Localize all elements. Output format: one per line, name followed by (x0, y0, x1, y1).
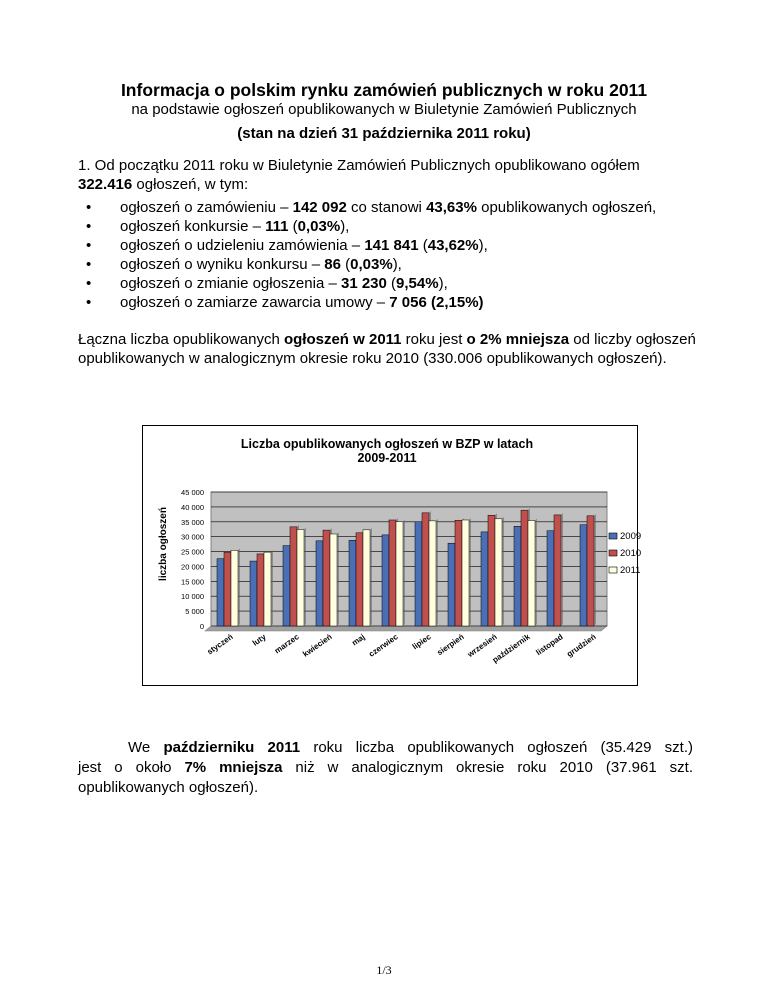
count-value: 86 (324, 256, 341, 273)
text-run: We (128, 739, 164, 756)
text-run: ogłoszeń o zmianie ogłoszenia – (120, 275, 341, 292)
text-run: ogłoszeń o wyniku konkursu – (120, 256, 325, 273)
y-tick-label: 5 000 (185, 607, 204, 617)
text-run: ), (438, 275, 448, 292)
x-tick-label: luty (250, 632, 268, 648)
bar-2011-styczeń (231, 550, 238, 626)
bar-2010-marzec (290, 527, 297, 626)
text-run: ogłoszeń, w tym: (132, 176, 249, 193)
bar-side (535, 519, 537, 626)
text-run: ( (340, 256, 351, 273)
bar-side (436, 519, 438, 626)
text-run: 1. Od początku 2011 roku w Biuletynie Zamówień Publicznych opublikowano ogółem (78, 157, 640, 174)
text-run: Łączna liczba opublikowanych (78, 331, 284, 348)
text-run: niż w analogicznym okresie roku 2010 (37.961 szt. (282, 759, 693, 776)
highlight: ogłoszeń w 2011 (283, 331, 402, 348)
bar-side (561, 513, 563, 626)
percent-value: 9,54% (396, 275, 439, 292)
legend-label: 2009 (620, 531, 642, 542)
text-run: ), (478, 237, 488, 254)
list-item (86, 255, 686, 274)
document-title: Informacja o polskim rynku zamówień publicznych w roku 2011 (120, 80, 648, 100)
bar-2009-kwiecień (316, 541, 323, 626)
highlight: o 2% mniejsza (466, 331, 570, 348)
bar-2009-luty (250, 561, 257, 626)
y-tick-label: 40 000 (181, 502, 204, 512)
legend-swatch-2009 (609, 533, 617, 539)
bar-2011-marzec (297, 530, 304, 626)
text-run: roku jest (401, 331, 467, 348)
bar-2009-czerwiec (382, 535, 389, 626)
text-run: ogłoszeń o zamówieniu – (120, 199, 293, 216)
percent-value: 0,03% (297, 218, 341, 235)
text-line (78, 778, 693, 798)
x-tick-label: marzec (272, 632, 301, 656)
x-tick-label: styczeń (205, 632, 235, 657)
y-tick-label: 35 000 (181, 517, 204, 527)
count-value: 7 056 (2,15%) (389, 294, 484, 311)
bar-2010-maj (356, 533, 363, 626)
bar-2009-grudzień (580, 525, 587, 626)
x-tick-label: grudzień (565, 632, 598, 659)
text-run: ogłoszeń o zamiarze zawarcia umowy – (120, 294, 390, 311)
page-number: 1/3 (376, 963, 392, 977)
y-tick-label: 20 000 (181, 562, 204, 572)
bar-chart (143, 426, 642, 685)
bar-2010-wrzesień (488, 515, 495, 626)
bar-side (271, 550, 273, 626)
x-tick-label: październik (490, 632, 532, 665)
text-run: co stanowi (346, 199, 427, 216)
list-item (86, 274, 686, 293)
bar-2011-październik (528, 521, 535, 626)
text-run: ( (288, 218, 298, 235)
x-tick-label: sierpień (435, 632, 466, 658)
bar-2010-październik (521, 510, 528, 626)
bar-2010-listopad (554, 515, 561, 626)
legend-swatch-2010 (609, 550, 617, 556)
count-value: 142 092 (292, 199, 347, 216)
legend-label: 2011 (620, 565, 641, 576)
bar-2010-sierpień (455, 520, 462, 626)
bar-side (337, 532, 339, 626)
x-tick-label: lipiec (410, 632, 433, 652)
bar-2009-listopad (547, 531, 554, 626)
bar-2010-luty (257, 554, 264, 626)
count-value: 31 230 (340, 275, 387, 292)
bar-2011-maj (363, 530, 370, 626)
text-run: ), (392, 256, 402, 273)
bar-2010-czerwiec (389, 520, 396, 626)
bar-2010-lipiec (422, 513, 429, 626)
total-count: 322.416 (78, 176, 133, 193)
text-run: jest o około (78, 759, 185, 776)
percent-value: 43,62% (427, 237, 479, 254)
legend-swatch-2011 (609, 567, 617, 573)
bar-2011-luty (264, 552, 271, 626)
bar-side (594, 514, 596, 626)
bar-side (469, 518, 471, 626)
text-run: roku liczba opublikowanych ogłoszeń (35.429 szt.) (300, 739, 693, 756)
status-date: (stan na dzień 31 października 2011 roku) (237, 125, 531, 142)
y-tick-label: 30 000 (181, 532, 204, 542)
bar-side (304, 528, 306, 626)
x-tick-label: maj (350, 632, 367, 648)
text-run: opublikowanych ogłoszeń, (476, 199, 657, 216)
document-subtitle: na podstawie ogłoszeń opublikowanych w Biuletynie Zamówień Publicznych (131, 101, 637, 118)
y-tick-label: 25 000 (181, 547, 204, 557)
text-run: ( (386, 275, 397, 292)
bar-2011-wrzesień (495, 519, 502, 626)
bar-side (238, 548, 240, 626)
list-item (86, 217, 686, 236)
text-run: od liczby ogłoszeń opublikowanych w analogicznym okresie roku 2010 (330.006 opublikowanych ogłoszeń). (78, 331, 696, 367)
y-tick-label: 10 000 (181, 592, 204, 602)
bar-side (370, 528, 372, 626)
plot-floor (205, 626, 607, 631)
bar-2011-lipiec (429, 521, 436, 626)
bar-2009-styczeń (217, 559, 224, 626)
percent-value: 0,03% (350, 256, 393, 273)
text-line (78, 738, 693, 758)
comparison-paragraph (78, 330, 703, 368)
percent-value: 43,63% (426, 199, 477, 216)
x-tick-label: kwiecień (301, 632, 334, 659)
chart-frame (142, 425, 642, 686)
october-paragraph (78, 738, 693, 798)
y-axis-label: liczba ogłoszeń (158, 507, 169, 581)
x-tick-label: listopad (534, 632, 565, 658)
list-item (86, 236, 686, 255)
count-value: 141 841 (364, 237, 419, 254)
bar-2010-styczeń (224, 552, 231, 626)
bar-2009-maj (349, 540, 356, 626)
text-run: ogłoszeń o udzieleniu zamówienia – (120, 237, 365, 254)
bar-2009-lipiec (415, 522, 422, 626)
x-tick-label: czerwiec (367, 632, 400, 659)
bar-side (403, 520, 405, 626)
x-tick-label: wrzesień (465, 632, 499, 660)
bar-2011-czerwiec (396, 522, 403, 626)
chart-title-line1: Liczba opublikowanych ogłoszeń w BZP w latach (240, 437, 534, 451)
highlight: październiku 2011 (163, 739, 301, 756)
bar-2009-marzec (283, 546, 290, 626)
chart-title-line2: 2009-2011 (357, 451, 417, 465)
bar-2011-kwiecień (330, 534, 337, 626)
text-run: ), (340, 218, 350, 235)
y-tick-label: 15 000 (181, 577, 204, 587)
legend-label: 2010 (620, 548, 642, 559)
count-value: 111 (265, 218, 289, 235)
summary-paragraph (78, 156, 698, 194)
bar-2010-kwiecień (323, 530, 330, 626)
text-line (78, 758, 693, 778)
text-run: ( (418, 237, 428, 254)
y-tick-label: 45 000 (181, 488, 204, 497)
text-run: opublikowanych ogłoszeń). (78, 779, 259, 796)
bar-2009-październik (514, 526, 521, 626)
bar-2009-wrzesień (481, 532, 488, 626)
list-item (86, 293, 686, 312)
y-tick-label: 0 (199, 622, 204, 631)
notice-type-list (86, 198, 686, 312)
highlight: 7% mniejsza (184, 759, 283, 776)
bar-side (502, 517, 504, 626)
bar-2010-grudzień (587, 516, 594, 626)
bar-2009-sierpień (448, 543, 455, 626)
bar-2011-sierpień (462, 520, 469, 626)
text-run: ogłoszeń konkursie – (120, 218, 266, 235)
list-item (86, 198, 686, 217)
